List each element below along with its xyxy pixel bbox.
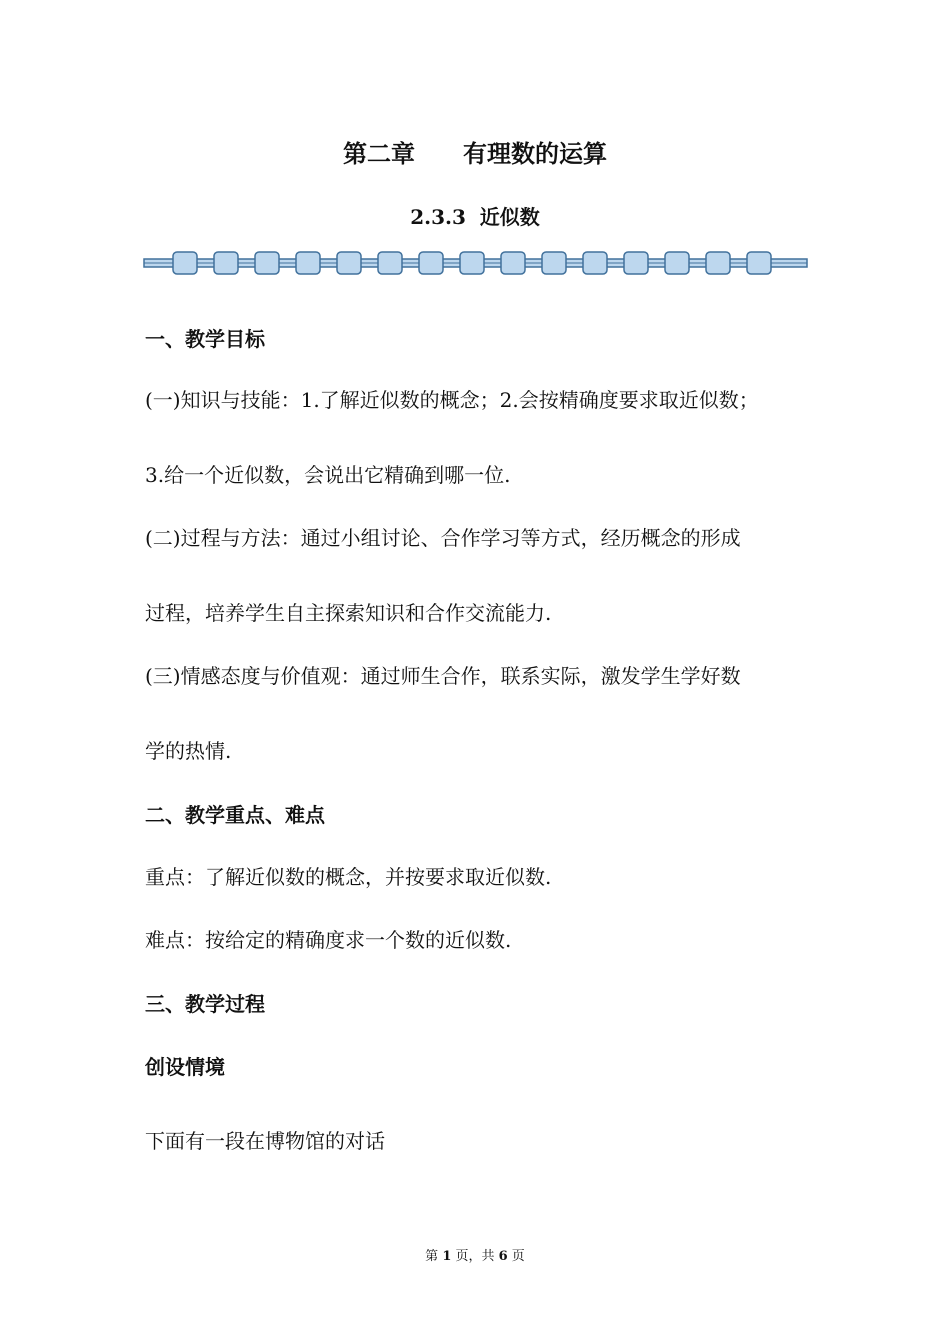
chapter-title: 第二章 有理数的运算 xyxy=(343,139,607,168)
footer-prefix: 第 xyxy=(425,1249,443,1264)
divider-bead xyxy=(624,252,648,274)
goal-knowledge-line-2: 3.给一个近似数，会说出它精确到哪一位. xyxy=(145,463,511,487)
divider-bead xyxy=(747,252,771,274)
goal-process-line-2: 过程，培养学生自主探索知识和合作交流能力. xyxy=(145,601,552,625)
divider-bead xyxy=(501,252,525,274)
divider-bead xyxy=(214,252,238,274)
section-heading-goals: 一、教学目标 xyxy=(145,327,265,351)
divider-bead xyxy=(255,252,279,274)
difficult-point-text: 难点：按给定的精确度求一个数的近似数. xyxy=(145,928,512,952)
section-heading-process: 三、教学过程 xyxy=(145,992,265,1016)
divider-bead xyxy=(419,252,443,274)
decorative-bead-divider xyxy=(143,249,808,279)
subsection-heading-scenario: 创设情境 xyxy=(145,1055,225,1079)
divider-bead xyxy=(583,252,607,274)
footer-suffix: 页 xyxy=(507,1249,525,1264)
divider-bead xyxy=(706,252,730,274)
divider-bead xyxy=(542,252,566,274)
divider-beads xyxy=(173,252,771,274)
divider-bead xyxy=(665,252,689,274)
goal-process-line-1: (二)过程与方法：通过小组讨论、合作学习等方式，经历概念的形成 xyxy=(145,526,741,550)
footer-middle: 页，共 xyxy=(451,1249,499,1264)
goal-attitude-line-2: 学的热情. xyxy=(145,739,232,763)
footer-total-pages: 6 xyxy=(498,1249,508,1264)
footer-page-number: 1 xyxy=(442,1249,452,1264)
intro-text: 下面有一段在博物馆的对话 xyxy=(145,1129,385,1153)
divider-bead xyxy=(337,252,361,274)
divider-bead xyxy=(378,252,402,274)
key-point-text: 重点：了解近似数的概念，并按要求取近似数. xyxy=(145,865,552,889)
goal-attitude-line-1: (三)情感态度与价值观：通过师生合作，联系实际，激发学生学好数 xyxy=(145,664,741,688)
divider-bead xyxy=(173,252,197,274)
goal-knowledge-line-1: (一)知识与技能：1.了解近似数的概念；2.会按精确度要求取近似数； xyxy=(145,388,759,412)
page-footer xyxy=(0,1245,950,1264)
section-subtitle: 2.3.3 近似数 xyxy=(410,205,540,229)
divider-bead xyxy=(460,252,484,274)
divider-bead xyxy=(296,252,320,274)
section-heading-key-points: 二、教学重点、难点 xyxy=(145,803,325,827)
